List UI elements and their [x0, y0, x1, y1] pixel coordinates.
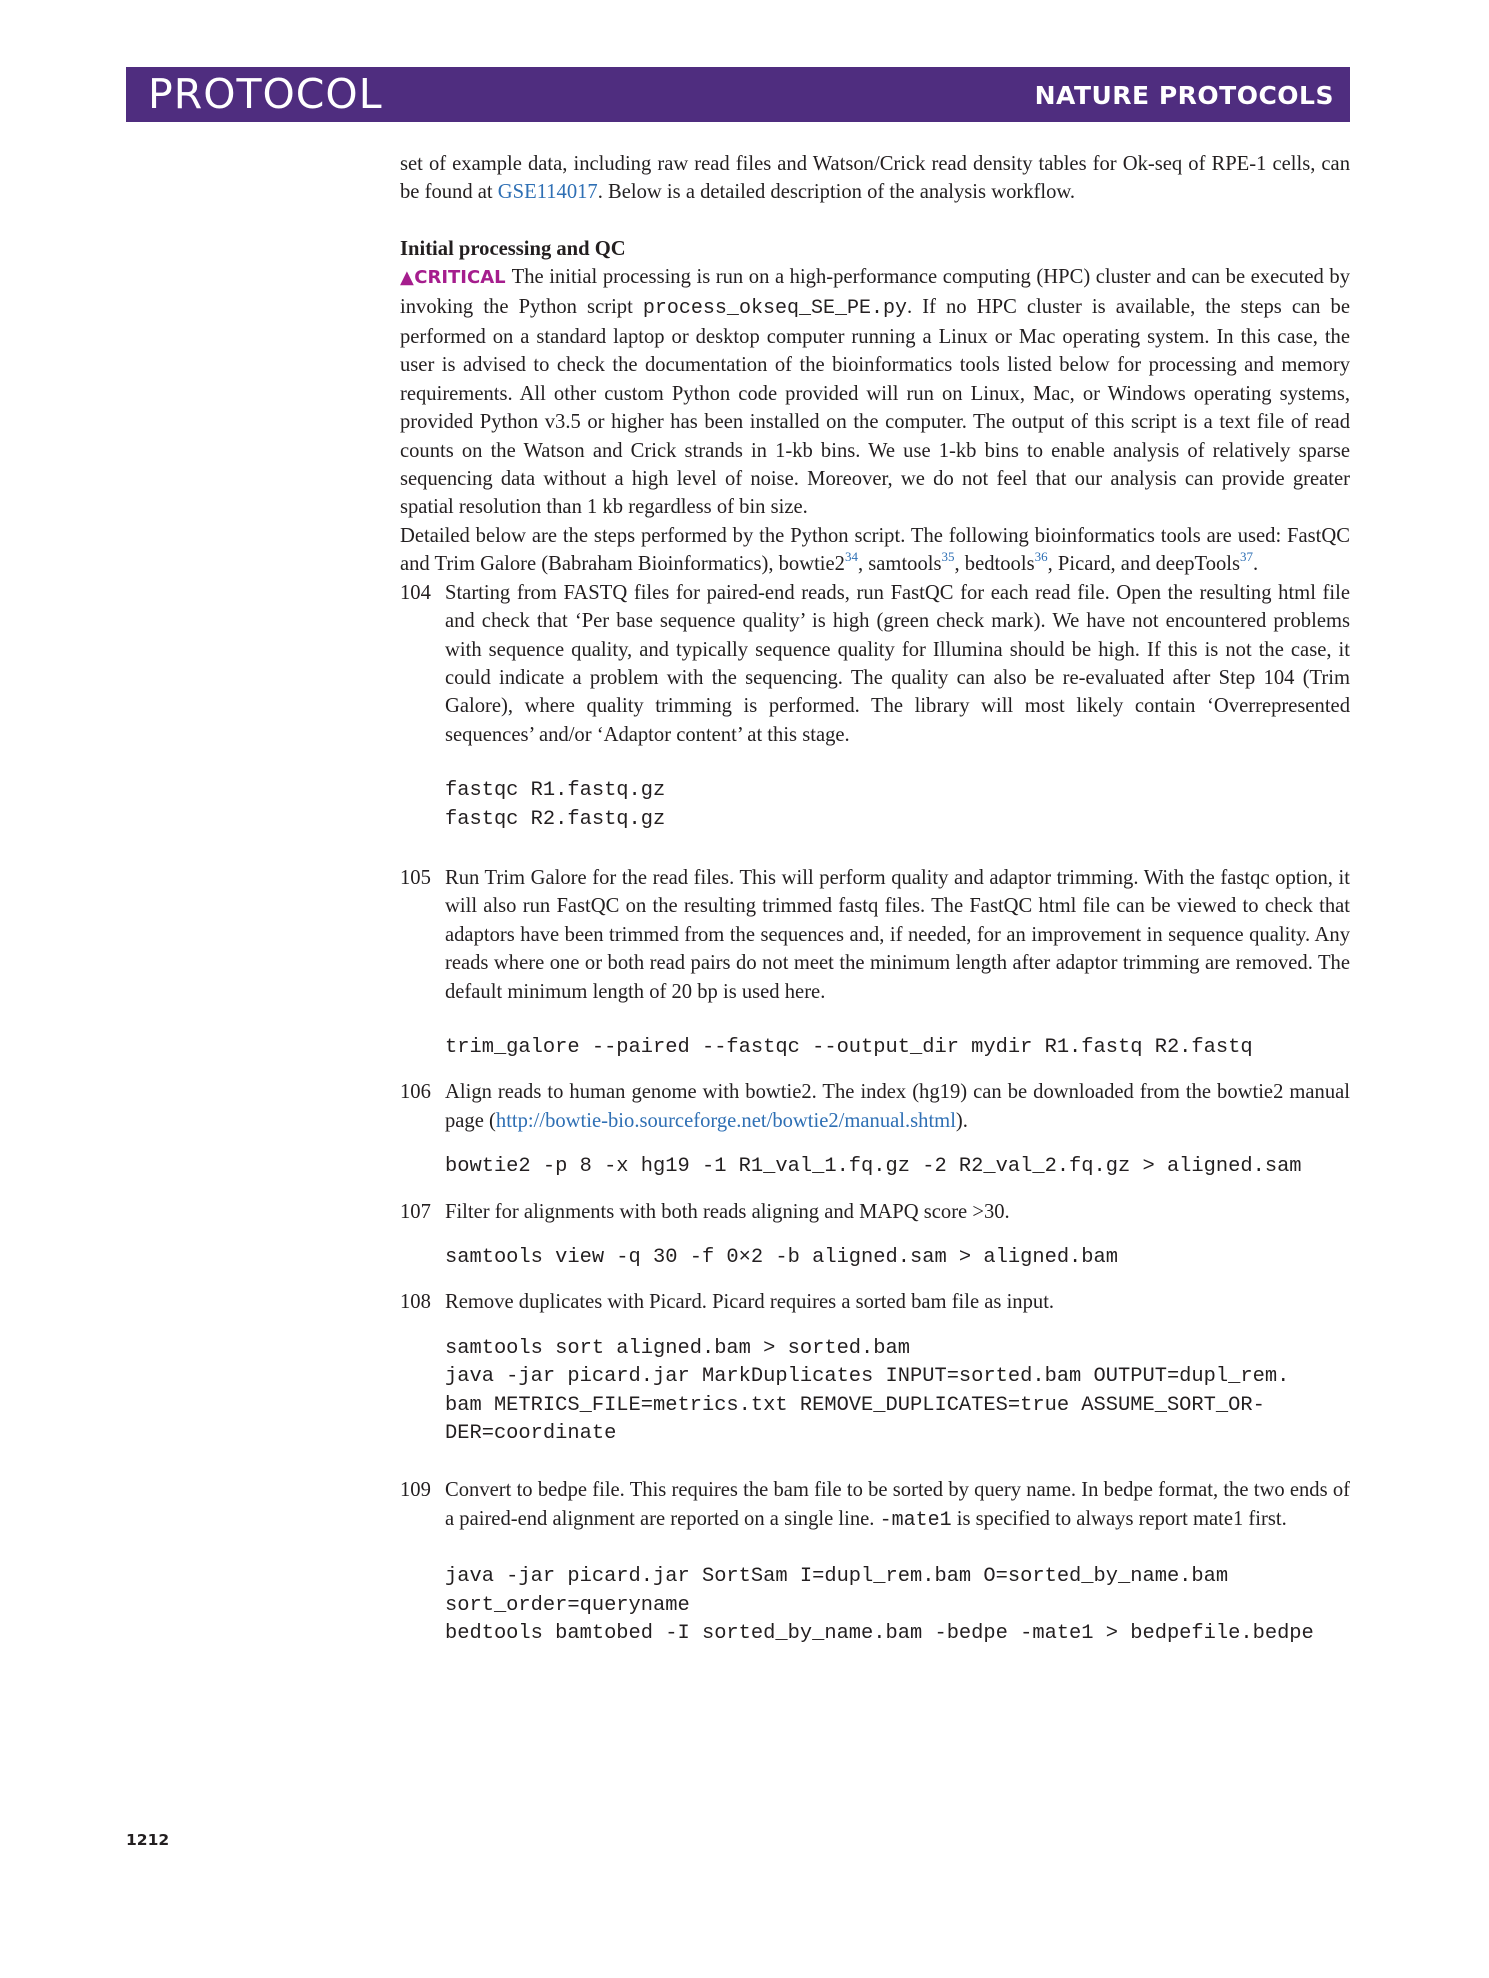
- step-number: 105: [400, 866, 431, 889]
- ref-36[interactable]: 36: [1034, 549, 1048, 565]
- code-block: [400, 1244, 1350, 1272]
- step-number: 107: [400, 1200, 431, 1223]
- step-107: [400, 1198, 1350, 1226]
- tools-text: .: [1253, 553, 1259, 576]
- code-line: samtools view -q 30 -f 0×2 -b aligned.sam > aligned.bam: [445, 1246, 1119, 1269]
- tools-text: , Picard, and deepTools: [1047, 553, 1241, 576]
- code-block: [400, 1153, 1350, 1181]
- code-block: [400, 777, 1350, 834]
- intro-text-end: . Below is a detailed description of the analysis workflow.: [597, 181, 1076, 204]
- code-line: sort_order=queryname: [445, 1593, 690, 1617]
- step-number: 108: [400, 1291, 431, 1314]
- step-109: [400, 1476, 1350, 1535]
- step-text-part: Align reads to human genome with bowtie2. The index (hg19) can be downloaded from the bowtie2 manual page (: [445, 1081, 1350, 1132]
- ref-34[interactable]: 34: [844, 549, 858, 565]
- section-label: PROTOCOL: [148, 70, 383, 118]
- header-banner: [126, 67, 1350, 122]
- code-line: java -jar picard.jar SortSam I=dupl_rem.bam O=sorted_by_name.bam: [445, 1565, 1229, 1589]
- critical-label: ▲CRITICAL: [400, 267, 506, 289]
- code-line: trim_galore --paired --fastqc --output_dir mydir R1.fastq R2.fastq: [445, 1035, 1253, 1059]
- step-text: Run Trim Galore for the read files. This will perform quality and adaptor trimming. With the fastqc option, it will also run FastQC on the resulting trimmed fastq files. The FastQC html file can be viewed to check that adaptors have been trimmed from the sequences and, if needed, for an improvement in sequence quality. Any reads where one or both read pairs do not meet the minimum length after adaptor trimming are removed. The default minimum length of 20 bp is used here.: [445, 866, 1350, 1003]
- code-line: samtools sort aligned.bam > sorted.bam: [445, 1336, 910, 1360]
- mate1-flag: -mate1: [879, 1508, 952, 1532]
- step-number: 106: [400, 1081, 431, 1104]
- main-content: [400, 150, 1350, 1648]
- code-line: bam METRICS_FILE=metrics.txt REMOVE_DUPLICATES=true ASSUME_SORT_OR-: [445, 1393, 1265, 1417]
- code-line: bedtools bamtobed -I sorted_by_name.bam -bedpe -mate1 > bedpefile.bedpe: [445, 1622, 1314, 1646]
- ref-35[interactable]: 35: [941, 549, 955, 565]
- page-number: 1212: [126, 1831, 170, 1849]
- step-108: [400, 1288, 1350, 1316]
- step-text: [445, 1476, 1350, 1535]
- ref-37[interactable]: 37: [1240, 549, 1254, 565]
- critical-text: The initial processing is run on a high-performance computing (HPC) cluster and can be executed by invoking the Python script: [400, 266, 1350, 318]
- critical-text-end: . If no HPC cluster is available, the steps can be performed on a standard laptop or desktop computer running a Linux or Mac operating system. In this case, the user is advised to check the documentation of the bioinformatics tools listed below for processing and memory requirements. All other custom Python code provided will run on Linux, Mac, or Windows operating systems, provided Python v3.5 or higher has been installed on the computer. The output of this script is a text file of read counts on the Watson and Crick strands in 1-kb bins. We use 1-kb bins to enable analysis of relatively sparse sequencing data without a high level of noise. Moreover, we do not feel that our analysis can provide greater spatial resolution than 1 kb regardless of bin size.: [400, 295, 1350, 519]
- code-line: fastqc R1.fastq.gz: [445, 779, 666, 803]
- step-text: [445, 1078, 1350, 1135]
- step-text-part: is specified to always report mate1 first.: [951, 1507, 1287, 1530]
- step-text: Filter for alignments with both reads aligning and MAPQ score >30.: [445, 1200, 1010, 1223]
- intro-text: set of example data, including raw read files and Watson/Crick read density tables for Ok-seq of RPE-1 cells, can be found at: [400, 153, 1350, 204]
- journal-name: NATURE PROTOCOLS: [1034, 81, 1334, 110]
- code-line: bowtie2 -p 8 -x hg19 -1 R1_val_1.fq.gz -2 R2_val_2.fq.gz > aligned.sam: [445, 1155, 1302, 1179]
- step-text: Starting from FASTQ files for paired-end reads, run FastQC for each read file. Open the resulting html file and check that ‘Per base sequence quality’ is high (green check mark). We have not encountered problems with sequence quality, and typically sequence quality for Illumina should be high. If this is not the case, it could indicate a problem with the sequencing. The quality can also be re-evaluated after Step 104 (Trim Galore), where quality trimming is performed. The library will most likely contain ‘Overrepresented sequences’ and/or ‘Adaptor content’ at this stage.: [445, 581, 1350, 746]
- tools-text: , samtools: [857, 553, 942, 576]
- step-104: [400, 579, 1350, 749]
- code-block: [400, 1335, 1350, 1449]
- critical-paragraph: [400, 263, 1350, 522]
- code-block: [400, 1563, 1350, 1648]
- step-106: [400, 1078, 1350, 1135]
- tools-text: , bedtools: [954, 553, 1035, 576]
- step-number: 109: [400, 1479, 431, 1502]
- code-block: [400, 1034, 1350, 1062]
- tools-paragraph: [400, 522, 1350, 579]
- step-text: Remove duplicates with Picard. Picard requires a sorted bam file as input.: [445, 1291, 1055, 1314]
- section-heading: Initial processing and QC: [400, 237, 626, 260]
- code-line: java -jar picard.jar MarkDuplicates INPUT=sorted.bam OUTPUT=dupl_rem.: [445, 1365, 1290, 1389]
- script-name: process_okseq_SE_PE.py: [642, 296, 907, 320]
- bowtie2-manual-link[interactable]: http://bowtie-bio.sourceforge.net/bowtie2/manual.shtml: [495, 1109, 956, 1132]
- step-text-part: ).: [955, 1109, 968, 1132]
- code-line: DER=coordinate: [445, 1422, 617, 1446]
- step-105: [400, 864, 1350, 1006]
- step-number: 104: [400, 581, 431, 604]
- code-line: fastqc R2.fastq.gz: [445, 807, 666, 831]
- intro-paragraph: [400, 150, 1350, 207]
- accession-link[interactable]: GSE114017: [497, 181, 598, 204]
- tools-text: Detailed below are the steps performed by the Python script. The following bioinformatics tools are used: FastQC and Trim Galore (Babraham Bioinformatics), bowtie2: [400, 524, 1350, 576]
- step-text-part: Convert to bedpe file. This requires the bam file to be sorted by query name. In bedpe format, the two ends of a paired-end alignment are reported on a single line.: [445, 1479, 1350, 1530]
